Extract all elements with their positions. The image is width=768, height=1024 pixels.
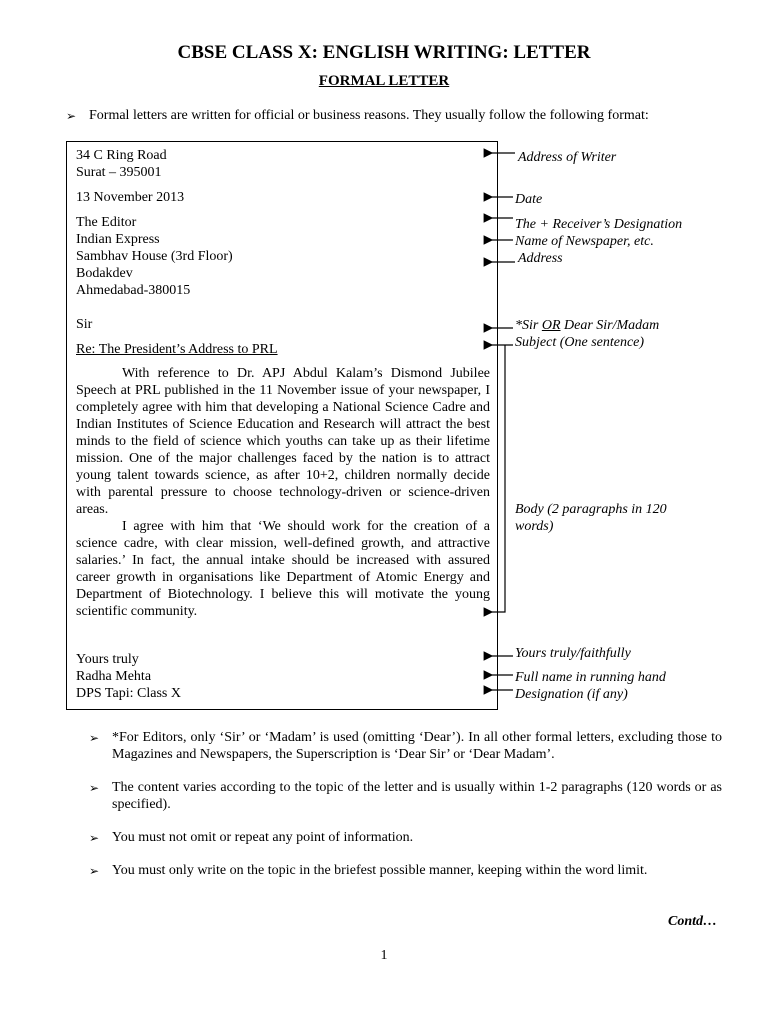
- annotation-name: Full name in running hand: [515, 670, 666, 685]
- annotation-designation-any: Designation (if any): [515, 687, 628, 702]
- annotation-address2: Address: [518, 251, 563, 266]
- receiver-line: Indian Express: [76, 232, 160, 247]
- bullet-arrow-icon: ➢: [89, 731, 100, 745]
- annotation-body: Body (2 paragraphs in 120 words): [515, 502, 667, 534]
- subject-line: Re: The President’s Address to PRL: [76, 342, 278, 357]
- bullet-item: *For Editors, only ‘Sir’ or ‘Madam’ is used (omitting ‘Dear’). In all other formal letters, excluding those to Magazines and Newspapers, the Superscription is ‘Dear Sir’ or ‘Dear Madam’.: [112, 730, 722, 762]
- writer-address-line: 34 C Ring Road: [76, 148, 167, 163]
- bullet-item: The content varies according to the topic of the letter and is usually within 1-2 paragraphs (120 words or as specified).: [112, 780, 722, 812]
- intro-text: Formal letters are written for official or business reasons. They usually follow the following format:: [89, 108, 649, 123]
- receiver-line: Ahmedabad-380015: [76, 283, 191, 298]
- annotation-address: Address of Writer: [518, 150, 617, 165]
- annotation-subject: Subject (One sentence): [515, 335, 645, 350]
- bullet-arrow-icon: ➢: [89, 781, 100, 795]
- annotation-date: Date: [515, 192, 543, 207]
- receiver-line: Sambhav House (3rd Floor): [76, 249, 233, 264]
- bullet-arrow-icon: ➢: [89, 864, 100, 878]
- receiver-line: The Editor: [76, 215, 137, 230]
- page-number: 1: [380, 948, 388, 963]
- annotation-salutation-post: Dear Sir/Madam: [560, 318, 660, 333]
- continued-label: Contd…: [668, 914, 718, 929]
- body-paragraph: With reference to Dr. APJ Abdul Kalam’s Dismond Jubilee Speech at PRL published in the 11 November issue of your newspaper, I completely agree with him that developing a National Science Cadre and Indian Institutes of Science Education and Research will attract the best minds to the field of science which youths can take up as their lifetime mission. One of the major challenges faced by the nation is to attract young talent towards science, as after 10+2, children normally decide with parental pressure to choose technology-driven or science-driven areas.: [76, 366, 490, 517]
- bullet-arrow-icon: ➢: [66, 109, 77, 123]
- annotation-newspaper: Name of Newspaper, etc.: [515, 234, 654, 249]
- page-title: CBSE CLASS X: ENGLISH WRITING: LETTER: [177, 42, 591, 63]
- closing: Yours truly: [76, 652, 139, 667]
- body-paragraph: I agree with him that ‘We should work for the creation of a science cadre, with clear mission, well-defined growth, and attractive salaries.’ In fact, the annual intake should be increased with assured career growth in organisations like Department of Atomic Energy and Department of Biotechnology. I believe this will motivate the young scientific community.: [76, 519, 490, 619]
- signer-name: Radha Mehta: [76, 669, 152, 684]
- salutation: Sir: [76, 317, 93, 332]
- annotation-designation: The + Receiver’s Designation: [515, 217, 683, 232]
- annotation-salutation-pre: *Sir: [515, 318, 542, 333]
- page-subtitle: FORMAL LETTER: [318, 73, 450, 89]
- bullet-item: You must only write on the topic in the briefest possible manner, keeping within the word limit.: [112, 863, 648, 878]
- receiver-line: Bodakdev: [76, 266, 133, 281]
- annotation-closing: Yours truly/faithfully: [515, 646, 631, 661]
- annotation-salutation-or: OR: [541, 318, 561, 333]
- bullet-item: You must not omit or repeat any point of information.: [112, 830, 414, 845]
- signer-designation: DPS Tapi: Class X: [76, 686, 181, 701]
- writer-address-line: Surat – 395001: [76, 165, 162, 180]
- bracket-body-icon: [492, 345, 505, 612]
- letter-date: 13 November 2013: [76, 190, 185, 205]
- bullet-arrow-icon: ➢: [89, 831, 100, 845]
